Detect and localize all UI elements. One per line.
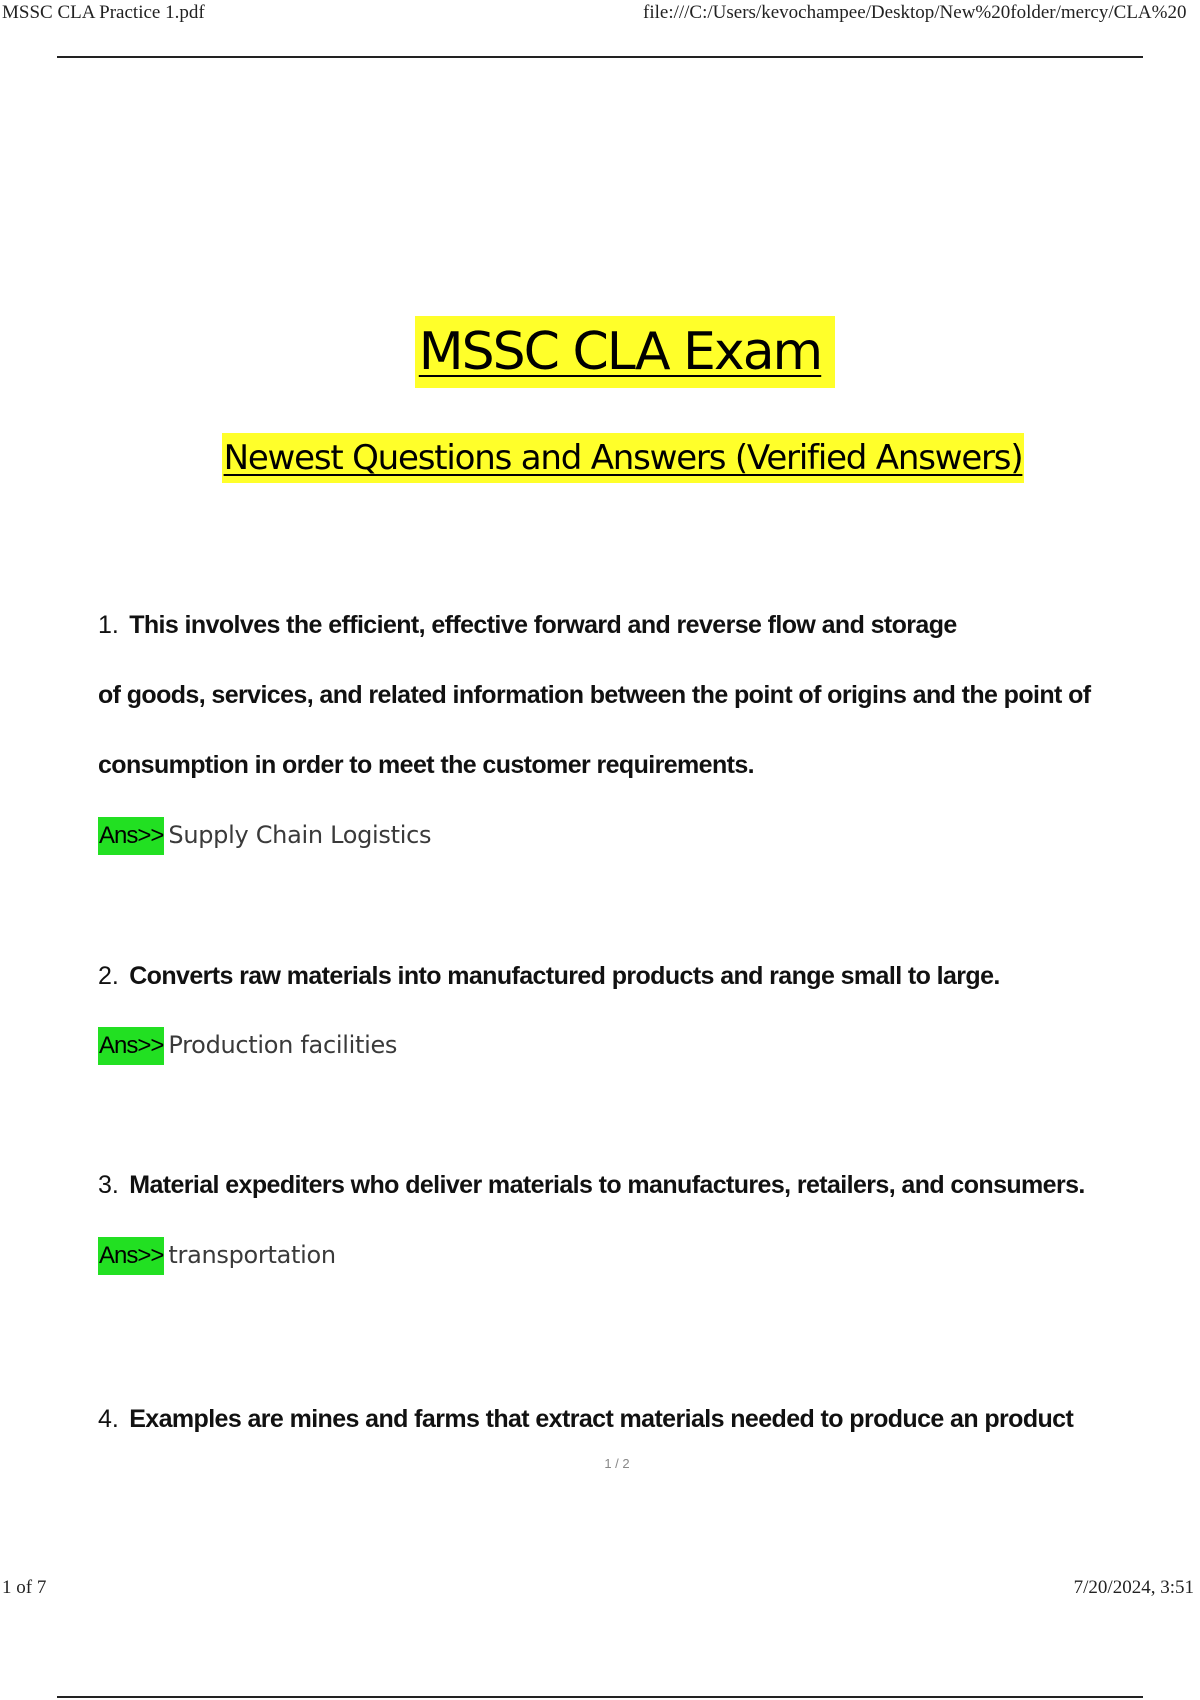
page-counter: 1 / 2 (604, 1456, 630, 1471)
question-text: of goods, services, and related information between the point of origins and the point of (98, 681, 1091, 709)
question-1-line-2 (98, 681, 1091, 710)
answer-text: transportation (168, 1241, 336, 1269)
answer-1 (98, 816, 431, 855)
question-number: 2. (98, 962, 119, 990)
print-footer-page: 1 of 7 (2, 1577, 47, 1598)
footer-rule (57, 1696, 1143, 1698)
question-4-line-1 (98, 1405, 1073, 1434)
print-footer-datetime: 7/20/2024, 3:51 (1073, 1577, 1194, 1598)
answer-text: Production facilities (168, 1031, 398, 1059)
question-number: 3. (98, 1171, 119, 1199)
question-1-line-3 (98, 751, 754, 780)
title-block (0, 316, 1200, 388)
answer-prefix-highlight: Ans>> (98, 1027, 164, 1065)
answer-3 (98, 1236, 336, 1275)
question-3-line-1 (98, 1171, 1085, 1200)
question-2-line-1 (98, 962, 1000, 991)
question-number: 4. (98, 1405, 119, 1433)
question-text: Examples are mines and farms that extract materials needed to produce an product (129, 1405, 1074, 1433)
print-header-filename: MSSC CLA Practice 1.pdf (2, 2, 205, 23)
subtitle-block (0, 433, 1200, 483)
answer-prefix-highlight: Ans>> (98, 817, 164, 855)
question-text: Material expediters who deliver materials to manufactures, retailers, and consumers. (129, 1171, 1085, 1199)
print-header-url: file:///C:/Users/kevochampee/Desktop/New%20folder/mercy/CLA%20 (643, 2, 1187, 23)
question-text: This involves the efficient, effective forward and reverse flow and storage (129, 611, 957, 639)
header-rule (57, 56, 1143, 58)
question-text: consumption in order to meet the customer requirements. (98, 751, 755, 779)
answer-prefix-highlight: Ans>> (98, 1237, 164, 1275)
document-subtitle: Newest Questions and Answers (Verified Answers) (222, 433, 1025, 483)
question-number: 1. (98, 611, 119, 639)
document-title: MSSC CLA Exam (415, 316, 835, 388)
question-text: Converts raw materials into manufactured products and range small to large. (129, 962, 1000, 990)
answer-text: Supply Chain Logistics (168, 821, 432, 849)
question-1-line-1 (98, 611, 957, 640)
answer-2 (98, 1026, 397, 1065)
